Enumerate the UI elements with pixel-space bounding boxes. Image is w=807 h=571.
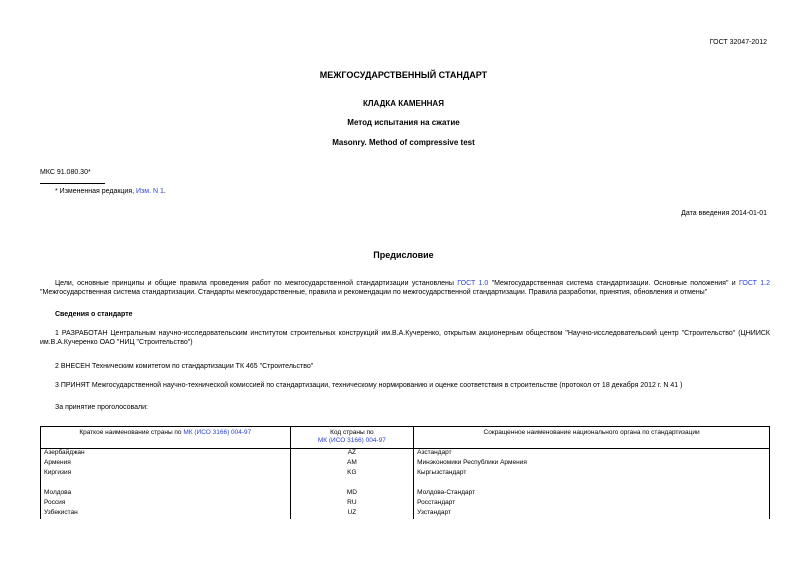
standard-type-title: МЕЖГОСУДАРСТВЕННЫЙ СТАНДАРТ <box>319 70 488 80</box>
body-cell: Минэкономики Республики Армения <box>414 459 770 469</box>
country-cell: Киргизия <box>41 469 291 479</box>
country-cell: Молдова <box>41 489 291 499</box>
gost-number: ГОСТ 32047-2012 <box>709 39 767 46</box>
introduced-by-item: 2 ВНЕСЕН Техническим комитетом по стандартизации ТК 465 "Строительство" <box>55 363 314 370</box>
table-row <box>41 469 770 479</box>
amendment-link[interactable]: Изм. N 1 <box>136 188 164 195</box>
footnote-divider <box>40 183 105 184</box>
adopted-by-item: 3 ПРИНЯТ Межгосударственной научно-технической комиссией по стандартизации, техническому нормированию и оценке соответствия в строительстве (протокол от 18 декабря 2012 г. N 41 ) <box>55 382 683 389</box>
table-row <box>41 448 770 459</box>
table-row <box>41 509 770 519</box>
code-cell: AZ <box>290 448 413 459</box>
body-cell: Кыргызстандарт <box>414 469 770 479</box>
voting-table <box>40 426 770 519</box>
body-cell: Азстандарт <box>414 448 770 459</box>
standard-subtitle-ru: Метод испытания на сжатие <box>347 118 460 127</box>
country-cell: Россия <box>41 499 291 509</box>
country-cell: Армения <box>41 459 291 469</box>
preface-text-c: "Межгосударственная система стандартизации. Стандарты межгосударственные, правила и рекомендации по межгосударственной стандартизации. Правила разработки, принятия, обновления и отмены" <box>40 289 708 297</box>
standard-name-en: Masonry. Method of compressive test <box>332 138 475 147</box>
code-header-text: Код страны по <box>330 429 374 436</box>
empty-cell <box>41 479 291 489</box>
code-cell: MD <box>290 489 413 499</box>
body-cell: Молдова-Стандарт <box>414 489 770 499</box>
table-row <box>41 459 770 469</box>
standard-name-ru: КЛАДКА КАМЕННАЯ <box>363 99 444 108</box>
body-cell: Росстандарт <box>414 499 770 509</box>
code-cell: KG <box>290 469 413 479</box>
table-row <box>41 499 770 509</box>
introduction-date: Дата введения 2014-01-01 <box>681 210 767 217</box>
preface-text-b: "Межгосударственная система стандартизации. Основные положения" и <box>488 280 739 287</box>
table-row <box>41 489 770 499</box>
preface-heading: Предисловие <box>373 250 434 260</box>
iso-3166-link[interactable]: МК (ИСО 3166) 004-97 <box>183 429 252 436</box>
empty-cell <box>414 479 770 489</box>
iso-3166-code-link[interactable]: МК (ИСО 3166) 004-97 <box>317 437 386 445</box>
code-cell: AM <box>290 459 413 469</box>
developed-by-item: 1 РАЗРАБОТАН Центральным научно-исследовательским институтом строительных конструкций им.В.А.Кучеренко, открытым акционерным обществом "Научно-исследовательский центр "Строительство" (ЦНИИСК им.В.А.Кучеренко ОАО "НИЦ "Строительство") <box>40 330 770 347</box>
preface-text-a: Цели, основные принципы и общие правила проведения работ по межгосударственной стандартизации установлены <box>55 280 458 287</box>
mks-code: МКС 91.080.30* <box>40 169 91 176</box>
standard-info-heading: Сведения о стандарте <box>55 311 133 318</box>
footnote-suffix: . <box>163 188 166 195</box>
country-name-header <box>41 427 291 449</box>
national-body-header: Сокращенное наименование национального органа по стандартизации <box>414 427 770 449</box>
country-header-text: Краткое наименование страны по <box>79 429 184 436</box>
footnote <box>55 187 166 196</box>
gost-1-0-link[interactable]: ГОСТ 1.0 <box>457 280 489 287</box>
country-cell: Азербайджан <box>41 448 291 459</box>
preface-paragraph <box>40 279 770 298</box>
table-row-empty <box>41 479 770 489</box>
gost-1-2-link[interactable]: ГОСТ 1.2 <box>739 280 770 287</box>
voted-label: За принятие проголосовали: <box>55 404 148 411</box>
country-cell: Узбекистан <box>41 509 291 519</box>
body-cell: Узстандарт <box>414 509 770 519</box>
code-cell: RU <box>290 499 413 509</box>
code-cell: UZ <box>290 509 413 519</box>
empty-cell <box>290 479 413 489</box>
country-code-header <box>290 427 413 449</box>
footnote-prefix: * Измененная редакция, <box>55 188 137 195</box>
